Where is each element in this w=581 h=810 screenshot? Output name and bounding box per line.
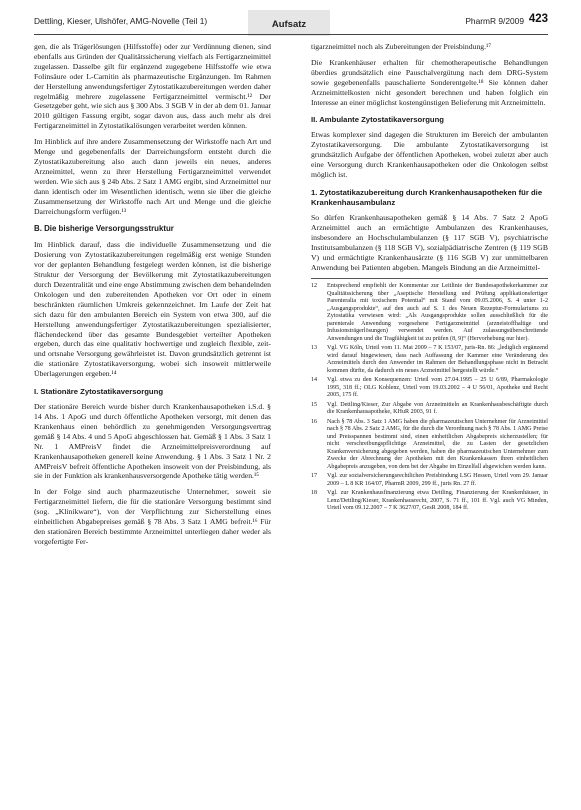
page-header [34, 10, 548, 36]
footnote-number: 18 [311, 490, 318, 497]
footnote-text: Vgl. VG Köln, Urteil vom 11. Mai 2009 – 7 K 153/07, juris-Rn. 86: „lediglich ergänzend wird darauf hingewiesen, dass nach Auffassung der Kammer eine Veränderung des Arzneimittels durch den Anwender im Rahmen der Behandlungsphase nicht in Betracht kommen dürfte, da dadurch ein neues Arzneimittel hergestellt würde.“ [327, 345, 548, 374]
footnotes [311, 283, 548, 513]
subsection-heading: 1. Zytostatikazubereitung durch Krankenhausapotheken für die Krankenhausambulanz [311, 187, 543, 207]
footnote [311, 473, 548, 488]
footnote-text: Entsprechend empfiehlt der Kommentar zur Leitlinie der Bundesapothekerkammer zur Qualitätssicherung über „Aseptische Herstellung und Prüfung applikationsfertiger Parenteralia mit toxischem Potential“ mit Stand vom 09.05.2006, S. 4 unter 1-2 „Ausgangsprodukte“, auf den auch auf S. 1 des Neuen Rezeptur-Formulariums zu Zytostatika verwiesen wird: „Als Ausgangsprodukte sollen ausschließlich für die parenterale Anwendung vorgesehene Fertigarzneimittel (arzneistoffhaltige und Infusionsträgerlösungen) verwendet werden. Auf zulassungsüberschreitende Anwendungen und die Tragfähigkeit ist zu prüfen (8, 9)“ (Hervorhebung nur hier). [327, 283, 548, 342]
page-number: 423 [528, 13, 548, 25]
paragraph: tigarzneimittel noch als Zubereitungen der Preisbindung.¹⁷ [311, 42, 492, 51]
paragraph: Im Hinblick darauf, dass die individuelle Zusammensetzung und die Dosierung von Zytostatikazubereitungen regelmäßig erst wenige Stunden vor der geplanten Behandlung festgelegt werden können, ist die bisherige Struktur der Versorgung der Bevölkerung mit Zytostatikazubereitungen durch Dezentralität und eine enge Abstimmung zwischen dem behandelnden Onkologen und den zubereitenden Apotheken vor Ort oder in einem beschränkten räumlichen Umkreis gekennzeichnet. Im Laufe der Zeit hat sich dazu für den ambulanten Bereich ein System von etwa 300, auf die Herstellung anwendungsfertiger Zytostatikazubereitungen spezialisierter, flächendeckend über das gesamte Bundesgebiet verteilter Apotheken ergeben, durch das eine qualitativ hochwertige und zugleich flexible, zeit- und ortsnahe Versorgung gewährleistet ist. Davon grundsätzlich getrennt ist die stationäre Zytostatikaversorgung, wobei sich insoweit mittlerweile Überlagerungen ergeben.¹⁴ [34, 240, 271, 379]
subsection-heading: II. Ambulante Zytostatikaversorgung [311, 115, 444, 125]
footnote [311, 345, 548, 375]
paragraph: So dürfen Krankenhausapotheken gemäß § 14 Abs. 7 Satz 2 ApoG Arzneimittel auch an ermächtigte Ambulanzen des Krankenhauses, insbesondere an Hochschulambulanzen (§ 117 SGB V), psychiatrische Institutsambulanzen (§ 118 SGB V), sozialpädiatrische Zentren (§ 119 SGB V) und ermächtigte Krankenhausärzte (§ 116 SGB V) zur unmittelbaren Anwendung bei Patienten abgeben. Mangels Bindung an die Arzneimittel- [311, 212, 548, 272]
footnote [311, 490, 548, 513]
paragraph: Der stationäre Bereich wurde bisher durch Krankenhausapotheken i.S.d. § 14 Abs. 1 ApoG und durch öffentliche Apotheken versorgt, mit denen das Krankenhaus einen behördlich zu genehmigenden Versorgungsvertrag gemäß § 14 Abs. 4 und 5 ApoG abgeschlossen hat. Gemäß § 1 Abs. 3 Satz 1 Nr. 1 AMPreisV findet die Arzneimittelpreisverordnung auf Krankenhausapotheken generell keine Anwendung. § 1 Abs. 3 Satz 1 Nr. 2 AMPreisV befreit öffentliche Apotheken insoweit von der Preisbindung, als sie in der Funktion als krankenhausversorgende Apotheke tätig werden.¹⁵ [34, 402, 271, 481]
footnote-number: 15 [311, 401, 318, 408]
footnote-number: 17 [311, 473, 318, 480]
header-divider [34, 34, 548, 35]
footnote [311, 377, 548, 400]
footnote-text: Vgl. zur Krankenhausfinanzierung etwa Dettling, Finanzierung der Krankenhäuser, in Lenz/Dettling/Kieser, Krankenhausrecht, 2007, S. 71 ff., 101 ff. Vgl. auch VG Minden, Urteil vom 09.12.2007 – 7 K 3627/07, GesR 2008, 184 ff. [327, 490, 548, 512]
section-heading: B. Die bisherige Versorgungsstruktur [34, 224, 174, 234]
footnote-number: 13 [311, 345, 318, 352]
footnote-text: Vgl. etwa zu den Konsequenzen: Urteil vom 27.04.1995 – 25 U 6/89, Pharmakologie 1995, 318 ff.; OLG Koblenz, Urteil vom 19.03.2002 – 4 U 56/01, Apotheke und Recht 2005, 175 ff. [327, 377, 548, 399]
footnote-text: Nach § 78 Abs. 3 Satz 1 AMG haben die pharmazeutischen Unternehmer für Arzneimittel nach § 78 Abs. 2 Satz 2 AMG, für die durch die Verordnung nach § 78 Abs. 1 AMG Preise und Preisspannen bestimmt sind, einen einheitlichen Abgabepreis sicherzustellen; für nicht verschreibungspflichtige Arzneimittel, die zu Lasten der gesetzlichen Krankenversicherung abgegeben werden, haben die pharmazeutischen Unternehmer zum Zwecke der Abrechnung der Apotheken mit den Krankenkassen ihren einheitlichen Abgabepreis anzugeben, von dem bei der Abgabe im Einzelfall abgewichen werden kann. [327, 418, 548, 470]
section-tab: Aufsatz [248, 10, 330, 36]
footnote-number: 14 [311, 377, 318, 384]
footnote [311, 402, 548, 417]
paragraph: Die Krankenhäuser erhalten für chemotherapeutische Behandlungen überdies grundsätzlich eine Pauschalvergütung nach dem DRG-System sowie gegebenenfalls pauschalierte Sonderentgelte.¹⁸ Sie können daher Arzneimittelkosten nicht gesondert berechnen und haben folglich ein Interesse an einer möglichst kostengünstigen Belieferung mit Arzneimitteln. [311, 57, 548, 107]
paragraph: In der Folge sind auch pharmazeutische Unternehmer, soweit sie Fertigarzneimittel liefern, die für die stationäre Versorgung bestimmt sind (sog. „Klinikware“), von der Verpflichtung zur Sicherstellung eines einheitlichen Abgabepreises gemäß § 78 Abs. 3 Satz 1 AMG befreit.¹⁶ Für den stationären Bereich bestimmte Arzneimittel unterliegen daher weder als vorgefertigte Fer- [34, 487, 271, 546]
footnote-divider [311, 278, 548, 279]
footnote-text: Vgl. zur sozialversicherungsrechtlichen Preisbindung LSG Hessen, Urteil vom 29. Januar 2009 – L 8 KR 164/07, PharmR 2009, 299 ff., juris Rn. 27 ff. [327, 473, 548, 487]
paragraph: gen, die als Trägerlösungen (Hilfsstoffe) oder zur Verdünnung dienen, sind ebenfalls aus Gründen der Qualitätssicherung vielfach als Fertigarzneimittel zugelassen. Dasselbe gilt für ergänzend zugegebene Hilfsstoffe wie etwa Folinsäure oder L-Carnitin als pharmazeutische Ergänzungen. Im Rahmen der Herstellung anwendungsfertiger Zytostatikazubereitungen werden daher regelmäßig mehrere zugelassene Fertigarzneimittel vermischt.¹² Der Gesetzgeber geht, wie sich aus § 300 Abs. 3 SGB V in der ab dem 01. Januar 2010 gültigen Fassung ergibt, sogar davon aus, dass auch mehr als drei Fertigarzneimittel in Zytostatikalösungen verarbeitet werden können. [34, 42, 271, 131]
footnote [311, 283, 548, 343]
footnote [311, 419, 548, 472]
right-column [311, 42, 548, 515]
footnote-number: 16 [311, 418, 318, 425]
journal-issue: PharmR 9/2009 [465, 16, 524, 26]
running-title: Dettling, Kieser, Ulshöfer, AMG-Novelle (Teil 1) [34, 16, 208, 26]
subsection-heading: I. Stationäre Zytostatikaversorgung [34, 387, 164, 397]
footnote-text: Vgl. Dettling/Kieser, Zur Abgabe von Arzneimitteln an Krankenhausbeschäftigte durch die Krankenhausapotheke, KHuR 2003, 91 f. [327, 401, 548, 416]
footnote-number: 12 [311, 283, 318, 290]
paragraph: Etwas komplexer sind dagegen die Strukturen im Bereich der ambulanten Zytostatikaversorgung. Die ambulante Zytostatikaversorgung ist grundsätzlich Aufgabe der öffentlichen Apotheken, wobei zuletzt aber auch eine Versorgung durch Krankenhausapotheken oder die Onkologen selbst möglich ist. [311, 130, 548, 180]
paragraph: Im Hinblick auf ihre andere Zusammensetzung der Wirkstoffe nach Art und Menge und gegebenenfalls der Darreichungsform entsteht durch die Zytostatikazubereitung also auch dann jeweils ein neues, anderes Arzneimittel, wenn zu ihrer Herstellung Fertigarzneimittel verwendet werden. Wie sich aus § 24b Abs. 2 Satz 1 AMG ergibt, sind Arzneimittel nur dann identisch oder im Wesentlichen identisch, wenn sie über die gleiche Zusammensetzung der Wirkstoffe nach Art und Menge und die gleiche Darreichungsform verfügen.¹³ [34, 137, 271, 216]
left-column [34, 42, 271, 553]
